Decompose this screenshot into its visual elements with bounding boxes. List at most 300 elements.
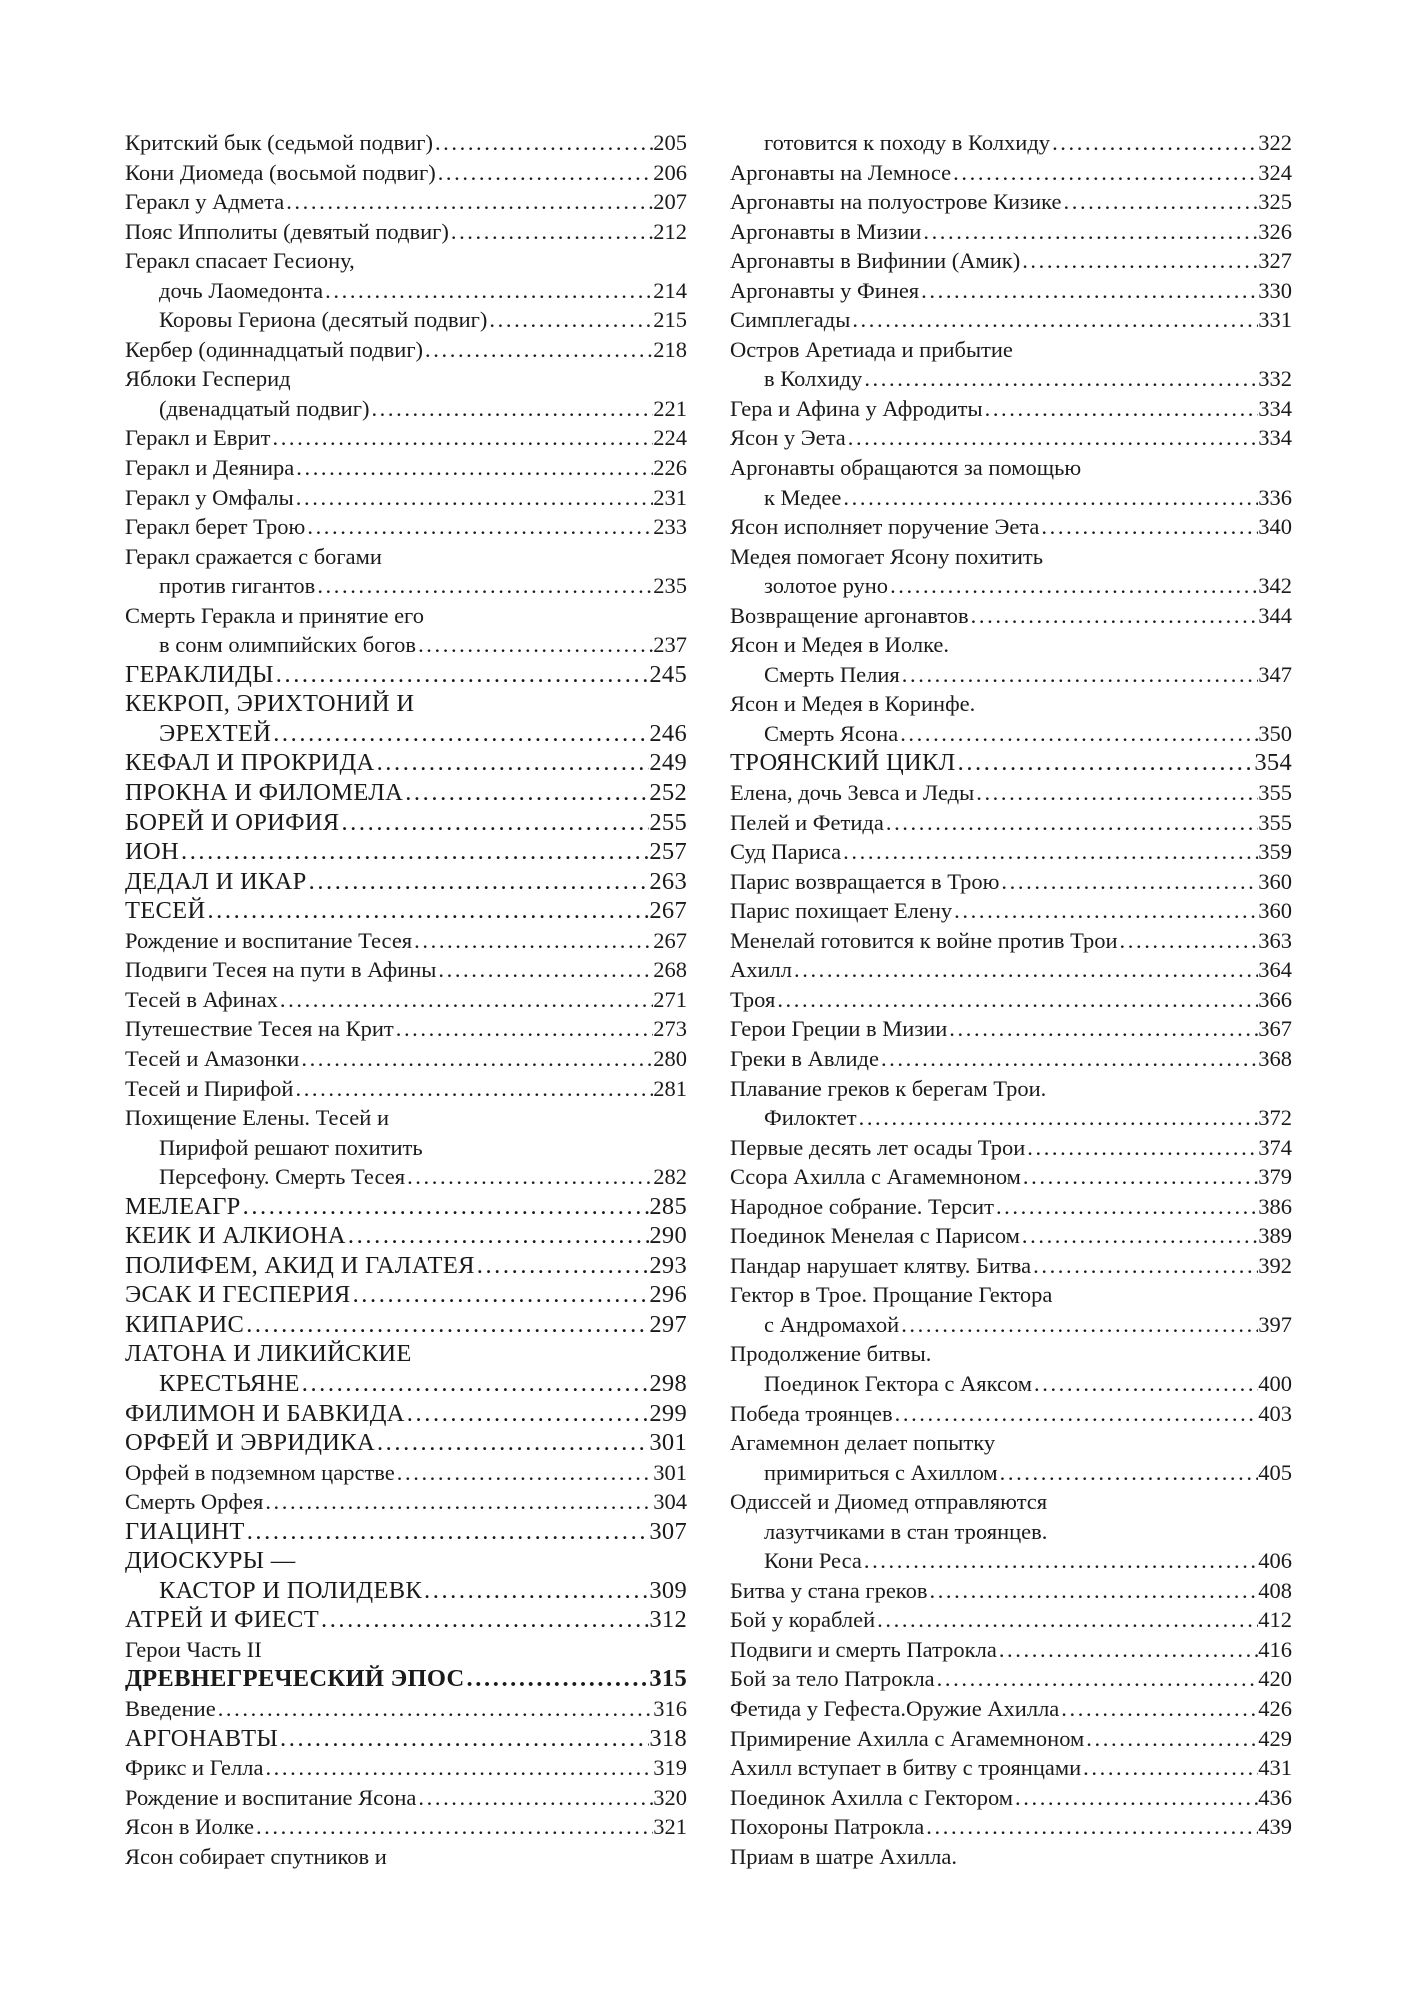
toc-entry-title: Одиссей и Диомед отправляются (730, 1489, 1048, 1515)
toc-entry-page-number: 298 (649, 1369, 687, 1397)
toc-entry-title: ДИОСКУРЫ — (125, 1547, 296, 1575)
toc-entry-title: КЕКРОП, ЭРИХТОНИЙ И (125, 690, 415, 718)
toc-entry (125, 1812, 687, 1842)
toc-entry (125, 305, 687, 335)
dot-leader (323, 276, 653, 306)
toc-entry (730, 1221, 1292, 1251)
dot-leader (436, 955, 653, 985)
toc-entry-title: Бой за тело Патрокла (730, 1666, 935, 1692)
toc-entry-page-number: 342 (1258, 573, 1292, 599)
toc-entry-page-number: 392 (1258, 1252, 1292, 1278)
dot-leader (1020, 246, 1258, 276)
toc-entry-page-number: 293 (649, 1251, 687, 1279)
toc-entry-continued (730, 1842, 1292, 1872)
toc-entry-title: с Андромахой (764, 1311, 900, 1337)
toc-entry (125, 158, 687, 188)
toc-entry-page-number: 334 (1258, 425, 1292, 451)
toc-entry-title: Кербер (одиннадцатый подвиг) (125, 336, 424, 362)
toc-entry-title: Смерть Пелия (764, 661, 900, 687)
toc-entry-page-number: 354 (1254, 749, 1292, 777)
toc-entry-page-number: 224 (653, 425, 687, 451)
toc-entry-title: Смерть Геракла и принятие его (125, 602, 424, 628)
toc-entry-title: Аргонавты у Финея (730, 277, 920, 303)
dot-leader (395, 1458, 653, 1488)
toc-entry-page-number: 326 (1258, 218, 1292, 244)
toc-entry-title: Ссора Ахилла с Агамемноном (730, 1164, 1021, 1190)
toc-entry (730, 1783, 1292, 1813)
dot-leader (305, 512, 653, 542)
toc-entry-continued (730, 1074, 1292, 1104)
toc-entry-page-number: 405 (1258, 1459, 1292, 1485)
toc-entry-continued (125, 601, 687, 631)
toc-entry-page-number: 355 (1258, 809, 1292, 835)
dot-leader (436, 158, 654, 188)
toc-entry (125, 1576, 687, 1606)
toc-entry-continued (730, 689, 1292, 719)
toc-entry-title: Гера и Афина у Афродиты (730, 395, 983, 421)
toc-entry (730, 512, 1292, 542)
toc-entry-continued (125, 246, 687, 276)
toc-entry (125, 512, 687, 542)
toc-entry (730, 1192, 1292, 1222)
toc-entry-title: Филоктет (764, 1105, 857, 1131)
toc-entry (125, 837, 687, 867)
toc-entry (730, 1133, 1292, 1163)
toc-entry (125, 187, 687, 217)
toc-entry (730, 1399, 1292, 1429)
toc-entry (125, 1074, 687, 1104)
toc-entry-title: Бой у кораблей (730, 1607, 876, 1633)
toc-entry-title: Первые десять лет осады Трои (730, 1134, 1026, 1160)
toc-entry-title: Похороны Патрокла (730, 1814, 925, 1840)
toc-entry-title: Пелей и Фетида (730, 809, 884, 835)
toc-entry-title: Ахилл вступает в битву с троянцами (730, 1755, 1082, 1781)
dot-leader (475, 1251, 650, 1281)
toc-entry-page-number: 273 (653, 1016, 687, 1042)
toc-entry (125, 1014, 687, 1044)
dot-leader (405, 1162, 653, 1192)
toc-entry-title: в Колхиду (764, 366, 863, 392)
toc-entry-title: ГИАЦИНТ (125, 1517, 245, 1545)
toc-entry (125, 1192, 687, 1222)
toc-entry (125, 1399, 687, 1429)
toc-entry-title: Елена, дочь Зевса и Леды (730, 780, 975, 806)
toc-entry-title: Введение (125, 1695, 216, 1721)
dot-leader (947, 1014, 1258, 1044)
toc-entry-title: ЛАТОНА И ЛИКИЙСКИЕ (125, 1340, 412, 1368)
toc-entry-title: Аргонавты в Мизии (730, 218, 922, 244)
toc-entry-title: Геракл сражается с богами (125, 543, 382, 569)
toc-entry-title: ПОЛИФЕМ, АКИД И ГАЛАТЕЯ (125, 1251, 475, 1279)
toc-entry (730, 808, 1292, 838)
dot-leader (956, 748, 1255, 778)
toc-entry-title: Тесей и Пирифой (125, 1075, 294, 1101)
toc-entry-page-number: 364 (1258, 957, 1292, 983)
toc-left-column (125, 128, 687, 1871)
toc-entry (125, 335, 687, 365)
toc-entry-title: АТРЕЙ И ФИЕСТ (125, 1606, 319, 1634)
toc-entry-page-number: 285 (649, 1192, 687, 1220)
toc-entry-title: Геракл спасает Гесиону, (125, 248, 355, 274)
toc-entry-page-number: 386 (1258, 1193, 1292, 1219)
toc-entry-title: Троя (730, 986, 776, 1012)
toc-entry (730, 394, 1292, 424)
dot-leader (1050, 128, 1258, 158)
toc-entry (730, 867, 1292, 897)
toc-entry-page-number: 340 (1258, 514, 1292, 540)
toc-entry-title: Герои Часть II (125, 1636, 262, 1662)
toc-entry-title: Пандар нарушает клятву. Битва (730, 1252, 1032, 1278)
toc-entry-page-number: 397 (1258, 1311, 1292, 1337)
toc-entry (125, 719, 687, 749)
toc-entry-page-number: 350 (1258, 720, 1292, 746)
toc-entry-title: в сонм олимпийских богов (159, 632, 417, 658)
dot-leader (416, 630, 653, 660)
toc-entry-continued (730, 1517, 1292, 1547)
toc-entry-page-number: 360 (1258, 868, 1292, 894)
dot-leader (875, 1605, 1258, 1635)
toc-entry-title: Агамемнон делает попытку (730, 1430, 996, 1456)
toc-entry (125, 778, 687, 808)
toc-entry-title: Ясон в Иолке (125, 1814, 254, 1840)
toc-entry (730, 837, 1292, 867)
dot-leader (921, 217, 1258, 247)
toc-entry (730, 719, 1292, 749)
dot-leader (394, 1014, 654, 1044)
toc-entry-title: Ясон собирает спутников и (125, 1843, 387, 1869)
toc-entry-title: КРЕСТЬЯНЕ (159, 1369, 300, 1397)
toc-entry-title: МЕЛЕАГР (125, 1192, 241, 1220)
dot-leader (284, 187, 653, 217)
toc-entry-title: Путешествие Тесея на Крит (125, 1016, 394, 1042)
toc-entry (730, 896, 1292, 926)
toc-entry (730, 158, 1292, 188)
toc-entry (730, 305, 1292, 335)
dot-leader (997, 1635, 1258, 1665)
toc-entry-title: Кони Реса (764, 1548, 862, 1574)
toc-entry-title: КЕФАЛ И ПРОКРИДА (125, 749, 375, 777)
toc-entry (730, 1812, 1292, 1842)
toc-entry-page-number: 325 (1258, 189, 1292, 215)
toc-entry-page-number: 257 (649, 838, 687, 866)
toc-entry (125, 1369, 687, 1399)
dot-leader (792, 955, 1258, 985)
toc-entry (730, 985, 1292, 1015)
toc-entry (125, 630, 687, 660)
toc-entry-title: Геракл и Еврит (125, 425, 271, 451)
dot-leader (416, 1783, 653, 1813)
toc-entry (730, 1605, 1292, 1635)
dot-leader (1032, 1369, 1258, 1399)
toc-entry-continued (730, 453, 1292, 483)
dot-leader (1039, 512, 1258, 542)
toc-entry-page-number: 426 (1258, 1695, 1292, 1721)
toc-entry (125, 1310, 687, 1340)
dot-leader (994, 1192, 1258, 1222)
toc-entry-title: Подвиги Тесея на пути в Афины (125, 957, 437, 983)
toc-entry-page-number: 299 (649, 1399, 687, 1427)
toc-entry-page-number: 332 (1258, 366, 1292, 392)
toc-entry (730, 483, 1292, 513)
toc-entry (730, 423, 1292, 453)
toc-entry-title: Продолжение битвы. (730, 1341, 932, 1367)
toc-entry (730, 748, 1292, 778)
toc-entry-continued (730, 335, 1292, 365)
toc-entry-page-number: 246 (649, 719, 687, 747)
dot-leader (244, 1310, 649, 1340)
toc-entry-title: ОРФЕЙ И ЭВРИДИКА (125, 1429, 375, 1457)
toc-entry (125, 985, 687, 1015)
toc-entry-page-number: 282 (653, 1164, 687, 1190)
toc-entry-title: Пояс Ипполиты (девятый подвиг) (125, 218, 449, 244)
toc-entry-continued (730, 1428, 1292, 1458)
toc-entry-continued (125, 1339, 687, 1369)
toc-entry-title: Гектор в Трое. Прощание Гектора (730, 1282, 1053, 1308)
toc-entry-page-number: 226 (653, 455, 687, 481)
toc-entry-page-number: 403 (1258, 1400, 1292, 1426)
toc-entry-continued (730, 542, 1292, 572)
dot-leader (893, 1399, 1259, 1429)
toc-entry-page-number: 206 (653, 159, 687, 185)
toc-entry-page-number: 231 (653, 484, 687, 510)
toc-entry-title: Парис возвращается в Трою (730, 868, 1000, 894)
toc-entry (730, 778, 1292, 808)
toc-entry-title: Смерть Орфея (125, 1489, 264, 1515)
dot-leader (422, 1576, 649, 1606)
toc-entry-page-number: 237 (653, 632, 687, 658)
toc-entry-title: Аргонавты на полуострове Кизике (730, 189, 1062, 215)
toc-entry (125, 128, 687, 158)
toc-entry-title: Парис похищает Елену (730, 898, 953, 924)
toc-entry-title: Битва у стана греков (730, 1577, 928, 1603)
toc-entry-title: ТРОЯНСКИЙ ЦИКЛ (730, 749, 956, 777)
toc-entry-page-number: 359 (1258, 839, 1292, 865)
toc-entry-continued (125, 1133, 687, 1163)
toc-entry-title: (двенадцатый подвиг) (159, 395, 370, 421)
toc-right-column (730, 128, 1292, 1871)
dot-leader (919, 276, 1258, 306)
toc-entry-page-number: 431 (1258, 1755, 1292, 1781)
toc-entry (125, 1221, 687, 1251)
toc-entry-page-number: 212 (653, 218, 687, 244)
toc-entry-title: Коровы Гериона (десятый подвиг) (159, 307, 488, 333)
toc-entry-title: Тесей и Амазонки (125, 1045, 300, 1071)
toc-entry-page-number: 374 (1258, 1134, 1292, 1160)
toc-entry-title: Тесей в Афинах (125, 986, 278, 1012)
toc-entry-title: ЭРЕХТЕЙ (159, 719, 272, 747)
toc-entry (125, 1783, 687, 1813)
toc-entry-title: Похищение Елены. Тесей и (125, 1105, 389, 1131)
toc-entry (730, 1576, 1292, 1606)
toc-entry-title: Аргонавты обращаются за помощью (730, 455, 1082, 481)
toc-entry (730, 187, 1292, 217)
dot-leader (775, 985, 1258, 1015)
toc-entry (730, 1694, 1292, 1724)
toc-entry-page-number: 360 (1258, 898, 1292, 924)
toc-entry (730, 1162, 1292, 1192)
toc-entry (730, 571, 1292, 601)
toc-entry-page-number: 301 (649, 1429, 687, 1457)
toc-entry-page-number: 301 (653, 1459, 687, 1485)
dot-leader (927, 1576, 1258, 1606)
toc-entry-page-number: 318 (649, 1724, 687, 1752)
toc-entry-title: Рождение и воспитание Ясона (125, 1784, 417, 1810)
toc-entry-page-number: 215 (653, 307, 687, 333)
toc-entry-title: Пирифой решают похитить (159, 1134, 423, 1160)
toc-entry (125, 660, 687, 690)
toc-entry (125, 867, 687, 897)
toc-entry-title: Аргонавты на Лемносе (730, 159, 952, 185)
dot-leader (879, 1044, 1258, 1074)
toc-entry-page-number: 297 (649, 1310, 687, 1338)
dot-leader (952, 896, 1258, 926)
dot-leader (1118, 926, 1259, 956)
toc-entry-title: к Медее (764, 484, 842, 510)
toc-entry-title: Геракл у Омфалы (125, 484, 294, 510)
toc-entry-continued (125, 542, 687, 572)
toc-entry (125, 394, 687, 424)
toc-entry-page-number: 347 (1258, 661, 1292, 687)
toc-entry (730, 276, 1292, 306)
dot-leader (346, 1221, 649, 1251)
toc-entry (125, 1458, 687, 1488)
toc-entry-continued (730, 630, 1292, 660)
toc-entry-page-number: 322 (1258, 130, 1292, 155)
toc-entry-title: Фетида у Гефеста.Оружие Ахилла (730, 1695, 1060, 1721)
toc-entry-title: Народное собрание. Терсит (730, 1193, 994, 1219)
toc-entry (730, 217, 1292, 247)
toc-entry-continued (125, 1103, 687, 1133)
dot-leader (351, 1280, 650, 1310)
toc-entry-title: Критский бык (седьмой подвиг) (125, 130, 433, 155)
toc-entry-page-number: 412 (1258, 1607, 1292, 1633)
toc-entry-page-number: 355 (1258, 780, 1292, 806)
toc-entry-page-number: 368 (1258, 1045, 1292, 1071)
toc-entry-page-number: 309 (649, 1576, 687, 1604)
toc-entry-page-number: 416 (1258, 1636, 1292, 1662)
dot-leader (299, 1044, 653, 1074)
toc-entry-title: Кони Диомеда (восьмой подвиг) (125, 159, 436, 185)
toc-entry-title: Ахилл (730, 957, 792, 983)
dot-leader (433, 128, 653, 158)
toc-entry (730, 926, 1292, 956)
dot-leader (1062, 187, 1259, 217)
toc-entry-continued (730, 1339, 1292, 1369)
toc-entry-title: КЕИК И АЛКИОНА (125, 1222, 346, 1250)
toc-entry (125, 1664, 687, 1694)
toc-entry (730, 1044, 1292, 1074)
toc-entry (730, 1664, 1292, 1694)
dot-leader (862, 1546, 1258, 1576)
toc-entry (125, 1487, 687, 1517)
toc-entry-page-number: 205 (653, 130, 687, 155)
toc-entry (730, 1369, 1292, 1399)
toc-entry-page-number: 271 (653, 986, 687, 1012)
toc-entry (125, 276, 687, 306)
dot-leader (862, 364, 1258, 394)
toc-entry-page-number: 408 (1258, 1577, 1292, 1603)
toc-entry-title: Фрикс и Гелла (125, 1755, 264, 1781)
toc-entry-continued (730, 1487, 1292, 1517)
toc-entry-page-number: 312 (649, 1606, 687, 1634)
toc-entry-continued (730, 1280, 1292, 1310)
toc-entry-continued (125, 689, 687, 719)
dot-leader (278, 985, 653, 1015)
toc-entry-title: Греки в Авлиде (730, 1045, 879, 1071)
toc-entry (125, 1251, 687, 1281)
dot-leader (278, 1724, 649, 1754)
toc-entry-title: Геракл и Деянира (125, 455, 295, 481)
toc-entry-title: Ясон у Эета (730, 425, 846, 451)
toc-entry-title: КАСТОР И ПОЛИДЕВК (159, 1576, 422, 1604)
dot-leader (487, 305, 653, 335)
toc-entry (730, 1724, 1292, 1754)
dot-leader (1031, 1251, 1258, 1281)
toc-entry-page-number: 235 (653, 573, 687, 599)
toc-entry-title: Поединок Ахилла с Гектором (730, 1784, 1014, 1810)
dot-leader (841, 483, 1258, 513)
toc-entry-title: Поединок Менелая с Парисом (730, 1223, 1020, 1249)
dot-leader (1025, 1133, 1258, 1163)
toc-entry (125, 1753, 687, 1783)
toc-entry-title: ГЕРАКЛИДЫ (125, 660, 274, 688)
dot-leader (271, 719, 649, 749)
dot-leader (900, 660, 1258, 690)
toc-entry-continued (125, 364, 687, 394)
dot-leader (263, 1487, 653, 1517)
toc-entry (125, 1428, 687, 1458)
dot-leader (999, 867, 1258, 897)
toc-entry (125, 423, 687, 453)
dot-leader (1020, 1221, 1258, 1251)
toc-entry (730, 1458, 1292, 1488)
toc-entry-title: Герои Греции в Мизии (730, 1016, 948, 1042)
toc-entry-title: ТЕСЕЙ (125, 897, 206, 925)
toc-entry (125, 571, 687, 601)
toc-entry-title: АРГОНАВТЫ (125, 1724, 279, 1752)
toc-entry-title: Персефону. Смерть Тесея (159, 1164, 406, 1190)
toc-entry-page-number: 336 (1258, 484, 1292, 510)
dot-leader (898, 719, 1258, 749)
toc-entry-page-number: 304 (653, 1489, 687, 1515)
dot-leader (263, 1753, 653, 1783)
toc-entry (125, 808, 687, 838)
toc-entry (125, 1044, 687, 1074)
toc-entry-page-number: 429 (1258, 1725, 1292, 1751)
dot-leader (1013, 1783, 1258, 1813)
toc-entry (730, 601, 1292, 631)
toc-entry-page-number: 372 (1258, 1105, 1292, 1131)
toc-entry-title: ДРЕВНЕГРЕЧЕСКИЙ ЭПОС (125, 1665, 465, 1693)
dot-leader (1059, 1694, 1258, 1724)
toc-entry-title: Геракл у Адмета (125, 189, 285, 215)
dot-leader (403, 778, 649, 808)
dot-leader (924, 1812, 1258, 1842)
toc-entry-page-number: 252 (649, 779, 687, 807)
dot-leader (294, 453, 653, 483)
toc-entry (730, 660, 1292, 690)
toc-entry-page-number: 334 (1258, 395, 1292, 421)
dot-leader (307, 867, 650, 897)
dot-leader (951, 158, 1258, 188)
toc-entry-page-number: 436 (1258, 1784, 1292, 1810)
toc-entry (730, 955, 1292, 985)
toc-entry-page-number: 316 (653, 1695, 687, 1721)
dot-leader (449, 217, 653, 247)
toc-entry-page-number: 324 (1258, 159, 1292, 185)
toc-entry-page-number: 327 (1258, 248, 1292, 274)
toc-entry-title: Примирение Ахилла с Агамемноном (730, 1725, 1085, 1751)
